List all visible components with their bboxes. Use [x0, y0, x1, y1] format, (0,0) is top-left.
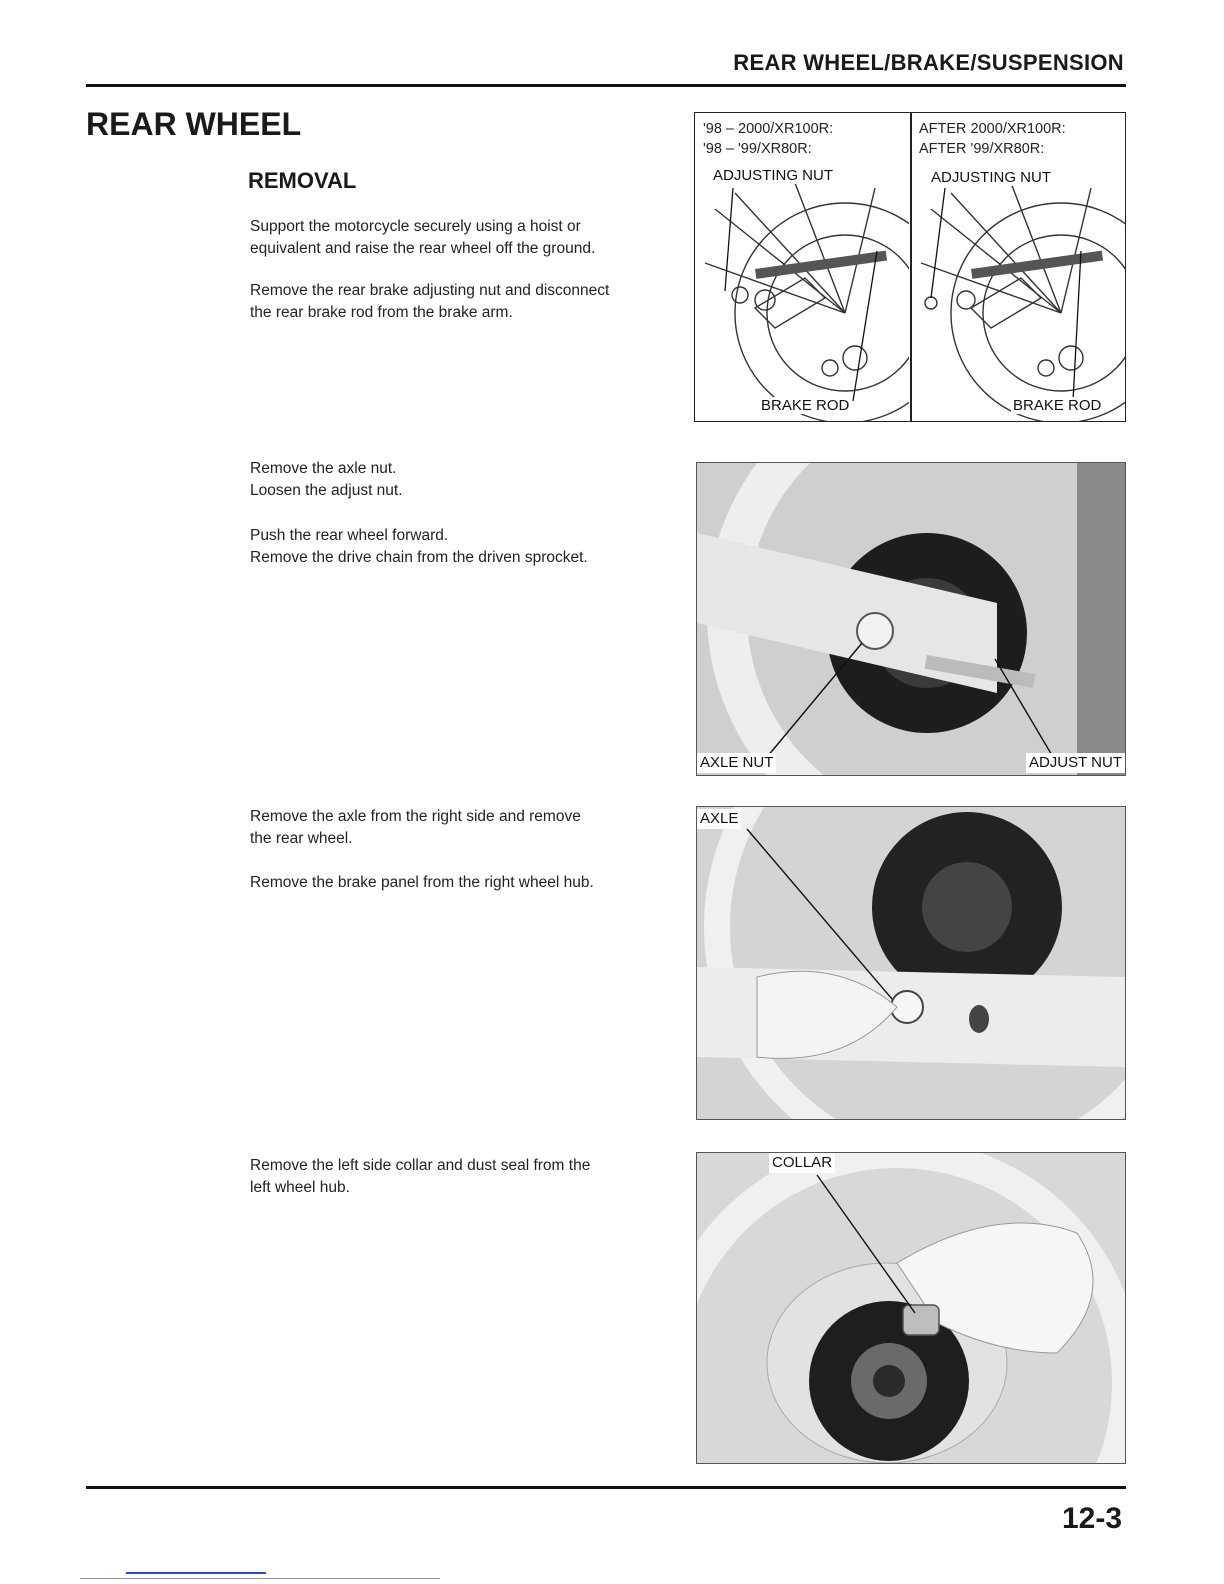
diagram-caption [919, 119, 1066, 159]
section-title: REAR WHEEL [86, 106, 302, 142]
step-line: Push the rear wheel forward. [250, 527, 449, 544]
step-line: Support the motorcycle securely using a hoist or [250, 218, 581, 235]
diagram-caption [703, 119, 833, 159]
label-adjusting-nut: ADJUSTING NUT [713, 167, 833, 184]
photo-axle [696, 806, 1126, 1120]
axle-removal-illustration [697, 807, 1125, 1119]
step-line: equivalent and raise the rear wheel off the ground. [250, 240, 596, 257]
running-header: REAR WHEEL/BRAKE/SUSPENSION [733, 50, 1124, 75]
label-axle: AXLE [697, 809, 741, 829]
photo-axle-nut [696, 462, 1126, 776]
step-line: Remove the left side collar and dust seal from the [250, 1157, 591, 1174]
step-line: Loosen the adjust nut. [250, 482, 403, 499]
caption-line: '98 – '99/XR80R: [703, 141, 812, 157]
step-paragraph [250, 216, 686, 260]
step-line: Remove the axle from the right side and remove [250, 808, 581, 825]
axle-nut-illustration [697, 463, 1125, 775]
step-paragraph [250, 1155, 686, 1199]
adjusting-nut-diagram [694, 112, 1126, 422]
footer-rule [86, 1486, 1126, 1489]
step-line: the rear wheel. [250, 830, 353, 847]
collar-removal-illustration [697, 1153, 1125, 1463]
caption-line: AFTER '99/XR80R: [919, 141, 1045, 157]
step-line: Remove the rear brake adjusting nut and disconnect [250, 282, 610, 299]
footer-line [80, 1578, 440, 1579]
step-line: Remove the drive chain from the driven sprocket. [250, 549, 588, 566]
step-paragraph [250, 458, 686, 502]
step-paragraph [250, 280, 686, 324]
brake-arm-drawing [911, 113, 1125, 421]
step-paragraph [250, 872, 686, 894]
label-brake-rod: BRAKE ROD [761, 397, 850, 414]
step-paragraph [250, 525, 686, 569]
photo-collar [696, 1152, 1126, 1464]
caption-line: '98 – 2000/XR100R: [703, 121, 834, 137]
step-line: Remove the axle nut. [250, 460, 397, 477]
diagram-panel-late [911, 113, 1125, 421]
step-paragraph [250, 806, 686, 850]
brake-arm-drawing [695, 113, 909, 421]
footer-link-underline [126, 1572, 266, 1574]
caption-line: AFTER 2000/XR100R: [919, 121, 1066, 137]
label-adjusting-nut: ADJUSTING NUT [931, 169, 1051, 186]
label-brake-rod: BRAKE ROD [1013, 397, 1102, 414]
header-rule [86, 84, 1126, 87]
label-adjust-nut: ADJUST NUT [1026, 753, 1125, 773]
page-number: 12-3 [1061, 1502, 1122, 1535]
step-line: Remove the brake panel from the right wheel hub. [250, 874, 594, 891]
diagram-panel-early [695, 113, 909, 421]
label-axle-nut: AXLE NUT [697, 753, 776, 773]
step-line: the rear brake rod from the brake arm. [250, 304, 513, 321]
step-line: left wheel hub. [250, 1179, 350, 1196]
label-collar: COLLAR [769, 1153, 835, 1173]
subsection-title: REMOVAL [248, 168, 357, 193]
